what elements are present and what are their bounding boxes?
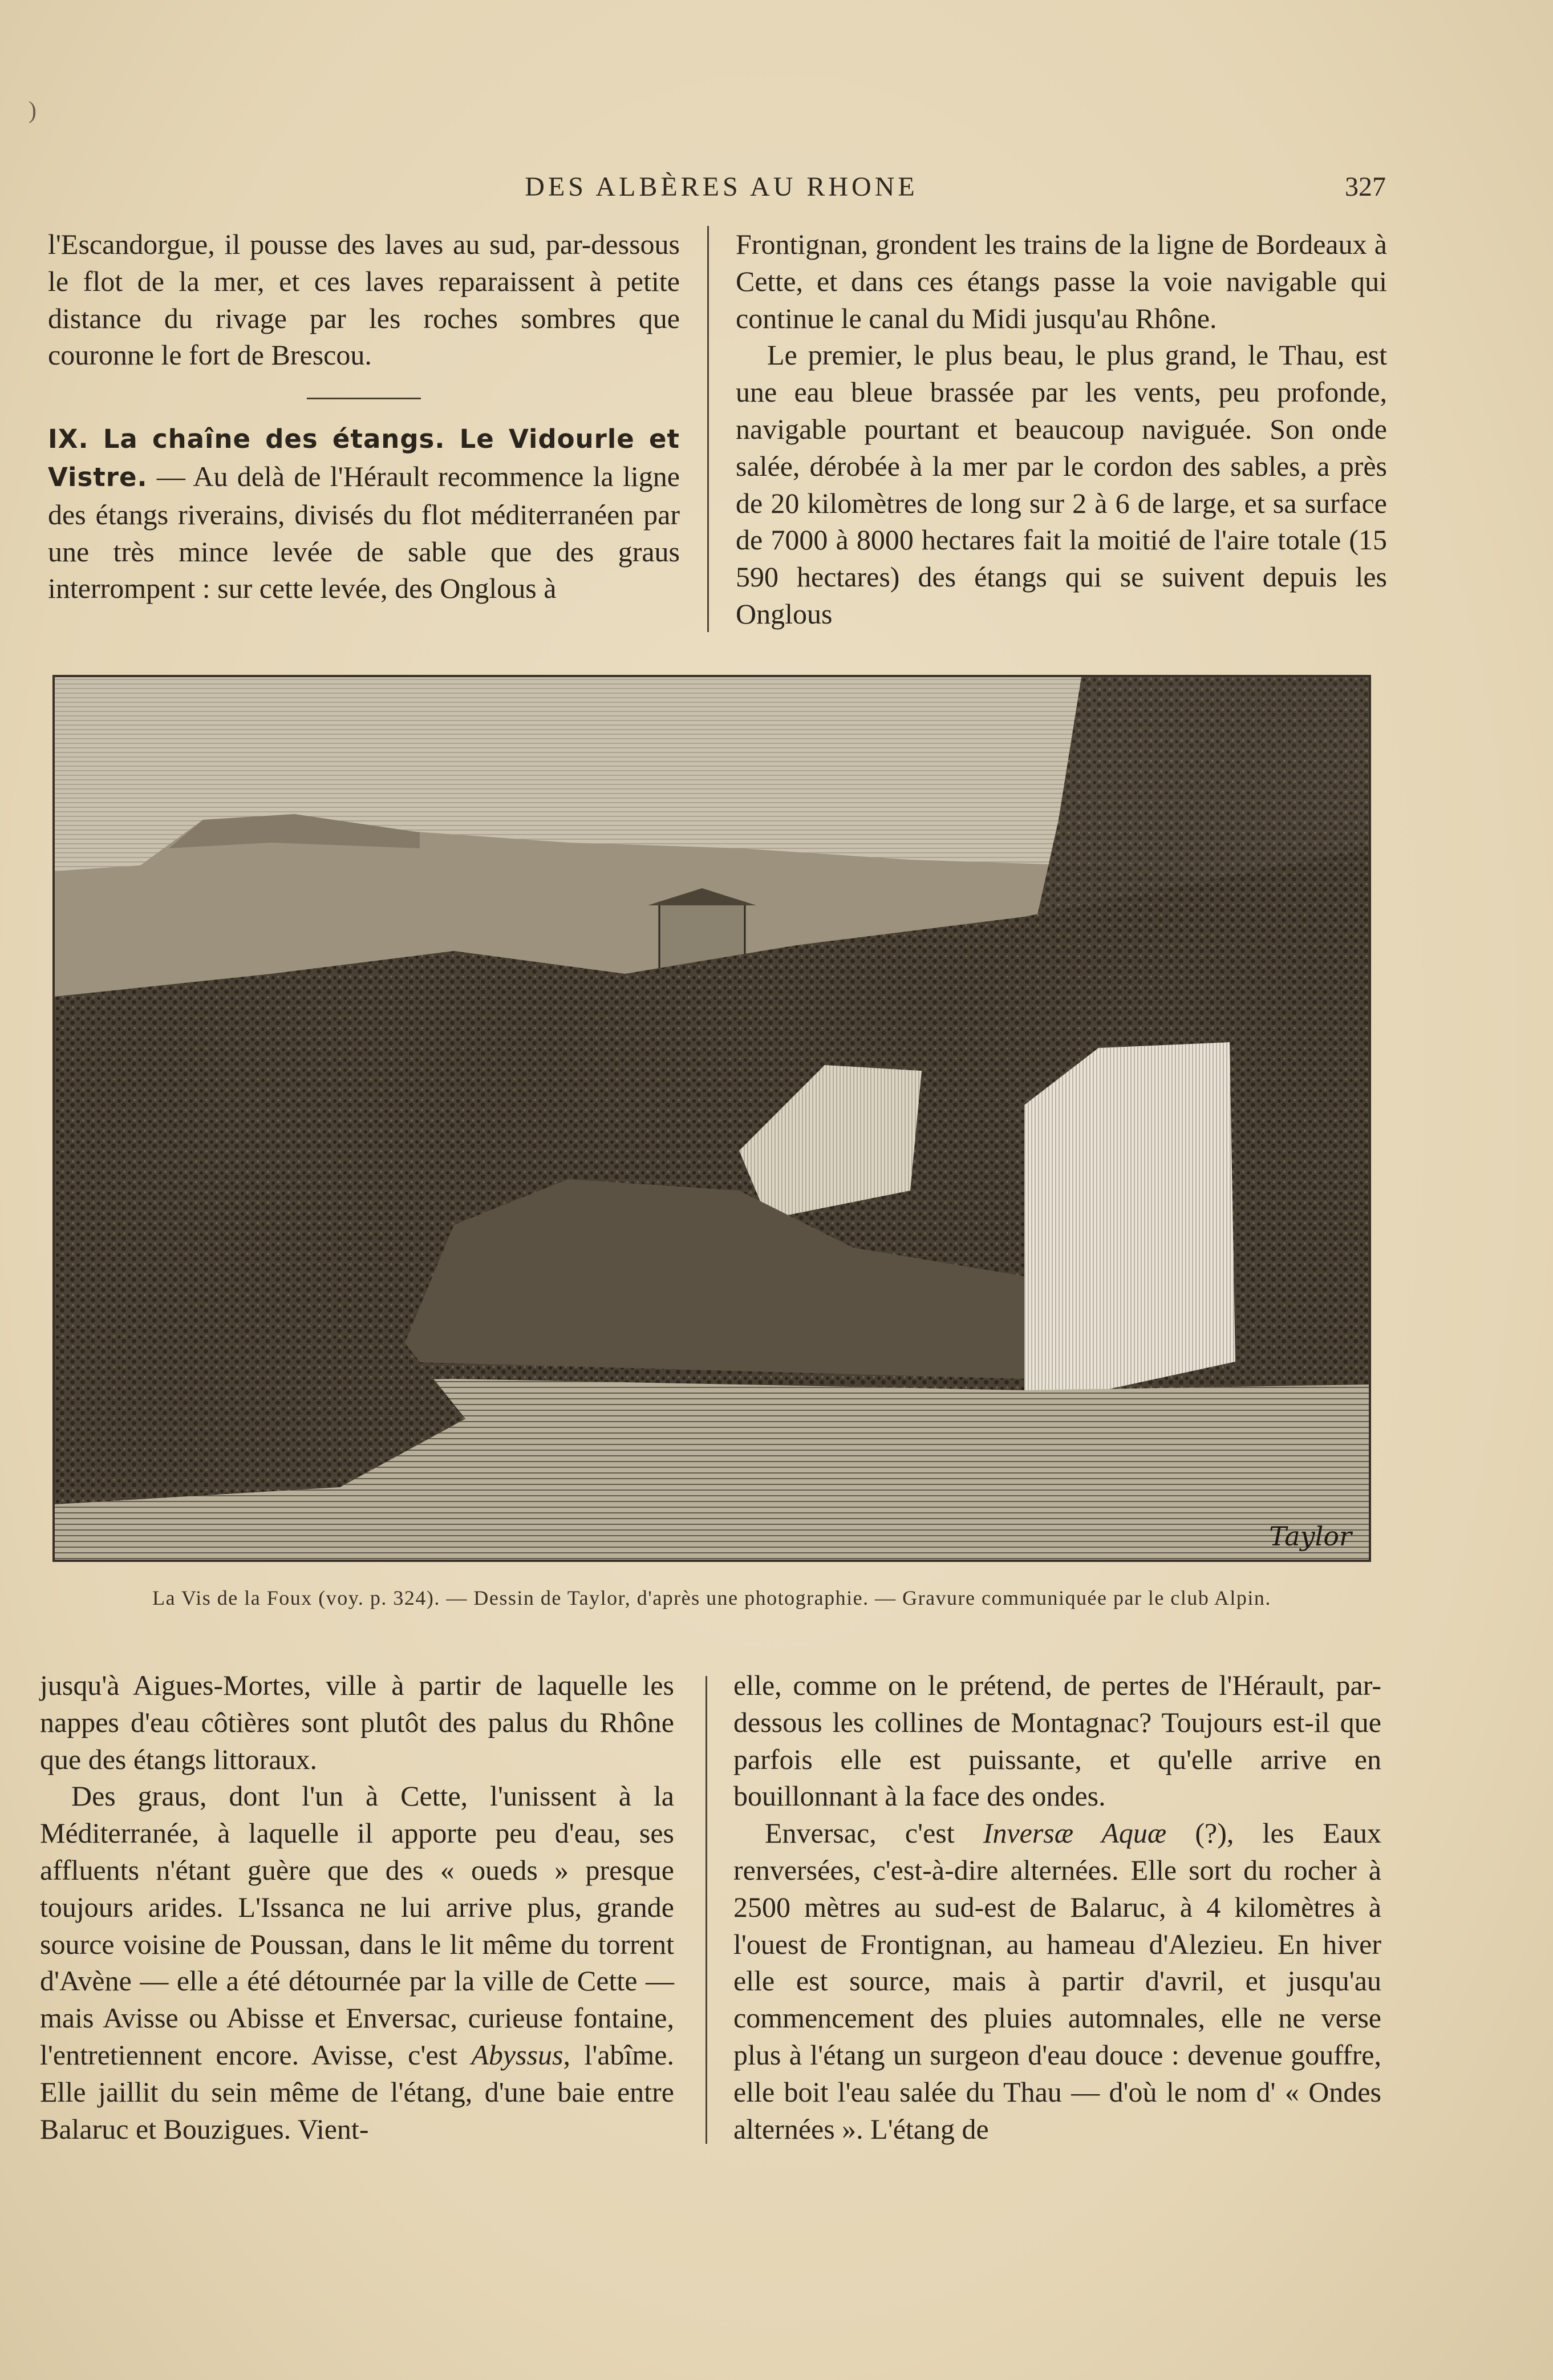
page-number: 327 — [1345, 172, 1386, 202]
running-title: DES ALBÈRES AU RHONE — [525, 172, 918, 202]
paragraph — [733, 1815, 1381, 2147]
section-divider — [307, 398, 421, 399]
bottom-right-column — [733, 1667, 1381, 2147]
paragraph: jusqu'à Aigues-Mortes, ville à partir de laquelle les nappes d'eau côtières sont plutôt des palus du Rhône que des étangs littoraux. — [40, 1669, 674, 1775]
italic-term: Inversæ Aquæ — [983, 1817, 1167, 1849]
paragraph: Frontignan, grondent les trains de la ligne de Bordeaux à Cette, et dans ces étangs passe la voie navigable qui continue le canal du Midi jusqu'au Rhône. — [736, 228, 1387, 334]
text-run: (?), les Eaux renversées, c'est-à-dire alternées. Elle sort du rocher à 2500 mètres au sud-est de Balaruc, à 4 kilomètres à l'ouest de Frontignan, au hameau d'Alezieu. En hiver elle est source, mais à partir d'avril, et jusqu'au commencement des pluies automnales, elle ne verse plus à l'étang un surgeon d'eau douce : devenue gouffre, elle boit l'eau salée du Thau — d'où le nom d' « Ondes alternées ». L'étang de — [733, 1817, 1381, 2145]
bottom-left-column — [40, 1667, 674, 2147]
column-divider — [705, 1676, 707, 2144]
waterfall-engraving — [55, 677, 1369, 1560]
paragraph-body: — Au delà de l'Hérault recommence la ligne des étangs riverains, divisés du flot méditerranéen par une très mince levée de sable que des graus interrompent : sur cette levée, des Onglous à — [48, 460, 680, 605]
page-header — [57, 171, 1386, 211]
figure-caption: La Vis de la Foux (voy. p. 324). — Dessin de Taylor, d'après une photographie. — Gravure communiquée par le club Alpin. — [152, 1586, 1271, 1609]
engraving-illustration — [52, 675, 1371, 1562]
column-divider — [707, 226, 709, 632]
paragraph — [40, 1778, 674, 2147]
text-run: Des graus, dont l'un à Cette, l'unissent à la Méditerranée, à laquelle il apporte peu d'eau, ses affluents n'étant guère que des « oueds » presque toujours arides. L'Issanca ne lui arrive plus, grande source voisine de Poussan, dans le lit même du torrent d'Avène — elle a été détournée par la ville de Cette — mais Avisse ou Abisse et Enversac, curieuse fontaine, l'entretiennent encore. Avisse, c'est — [40, 1780, 674, 2071]
paragraph — [48, 420, 680, 607]
section-heading: IX. La chaîne des étangs. Le Vidourle et Vistre. — [48, 424, 680, 492]
italic-term: Abyssus — [471, 2038, 563, 2071]
margin-mark: ) — [29, 98, 37, 124]
paragraph: Le premier, le plus beau, le plus grand, le Thau, est une eau bleue brassée par les vents, peu profonde, navigable pourtant et beaucoup naviguée. Son onde salée, dérobée à la mer par le cordon des sables, a près de 20 kilomètres de long sur 2 à 6 de large, et sa surface de 7000 à 8000 hectares fait la moitié de l'aire totale (15 590 hectares) des étangs qui se suivent depuis les Onglous — [736, 339, 1387, 630]
text-run: Enversac, c'est — [765, 1817, 983, 1849]
artist-signature: Taylor — [1269, 1521, 1352, 1552]
top-left-column — [48, 226, 680, 607]
paragraph: l'Escandorgue, il pousse des laves au sud, par-dessous le flot de la mer, et ces laves reparaissent à petite distance du rivage par les roches sombres que couronne le fort de Brescou. — [48, 228, 680, 371]
text-run: , l'abîme. Elle jaillit du sein même de l'étang, d'une baie entre Balaruc et Bouzigues. Vient- — [40, 2038, 674, 2145]
paragraph: elle, comme on le prétend, de pertes de l'Hérault, par-dessous les collines de Montagnac? Toujours est-il que parfois elle est puissante, et qu'elle arrive en bouillonnant à la face des ondes. — [733, 1669, 1381, 1812]
top-right-column — [736, 226, 1387, 633]
